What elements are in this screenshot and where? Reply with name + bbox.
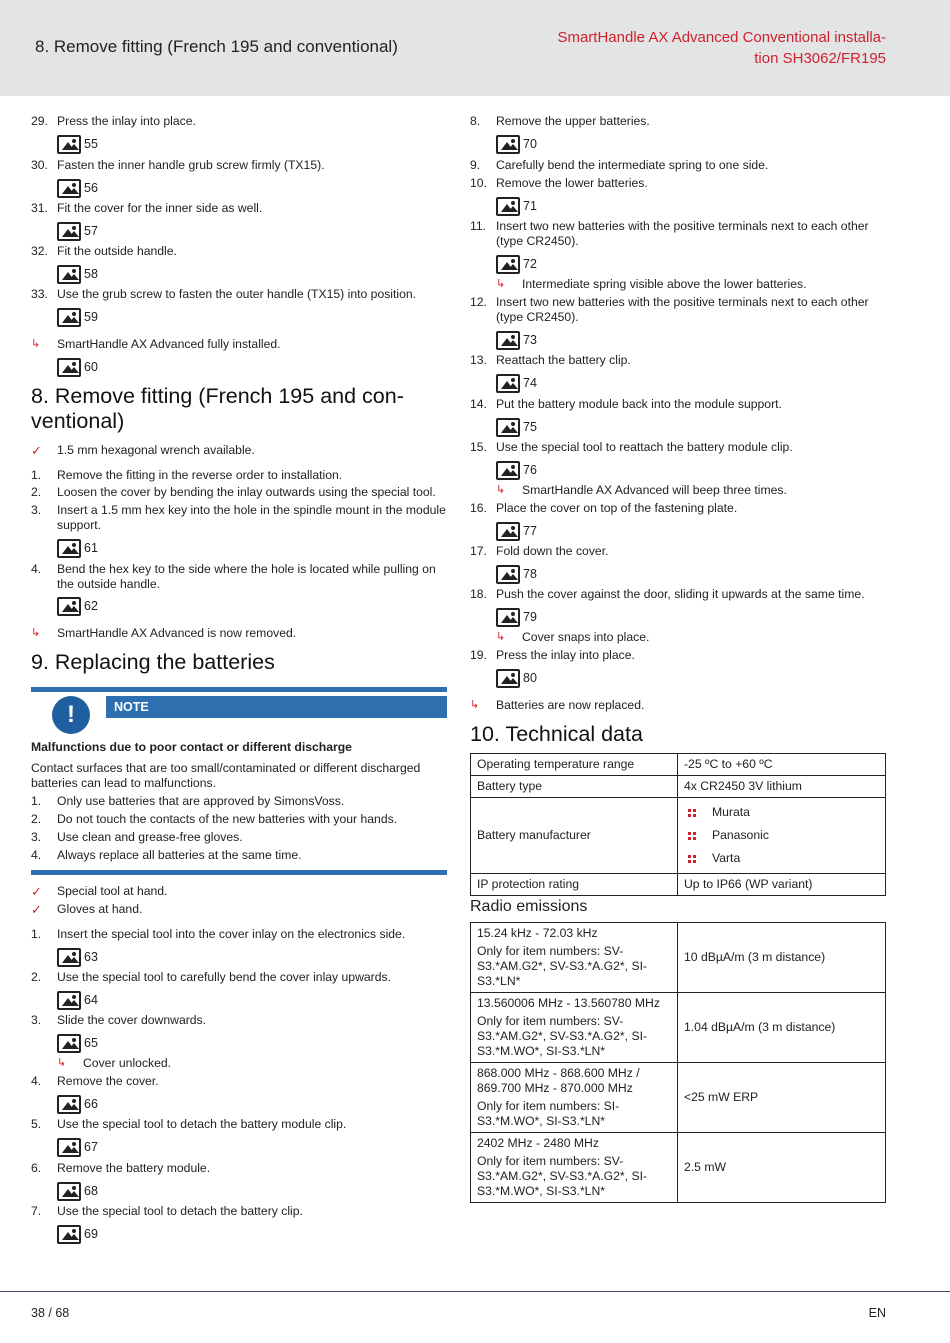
image-icon — [496, 461, 520, 480]
footer-divider — [0, 1291, 950, 1292]
figure-reference: 72 — [496, 254, 537, 274]
image-icon — [57, 222, 81, 241]
list-item — [31, 158, 447, 173]
list-item: 14. Put the battery module back into the module support. — [470, 397, 782, 411]
result-line: ↳ SmartHandle AX Advanced is now removed. — [31, 626, 297, 640]
list-item: 4. Always replace all batteries at the same time. — [31, 848, 302, 862]
figure-reference: 55 — [57, 134, 98, 154]
document-title-line2: tion SH3062/FR195 — [754, 50, 886, 67]
result-arrow-icon: ↳ — [31, 338, 41, 350]
figure-reference: 59 — [57, 307, 98, 327]
page-header — [0, 0, 950, 96]
section-heading-remove: 8. Remove fitting (French 195 and con- ventional) — [31, 384, 404, 433]
step-number: 31. — [31, 201, 48, 215]
figure-reference: 67 — [57, 1137, 98, 1157]
table-cell: 868.000 MHz - 868.600 MHz / 869.700 MHz - 870.000 MHz Only for item numbers: SI-S3.*M.WO*, SI-S3.*LN* — [471, 1063, 678, 1133]
image-icon — [57, 597, 81, 616]
list-item: Panasonic — [684, 824, 879, 847]
step-number: 33. — [31, 287, 48, 301]
step-number: 32. — [31, 244, 48, 258]
document-title-line1: SmartHandle AX Advanced Conventional installa- — [557, 29, 886, 46]
image-icon — [496, 522, 520, 541]
section-heading-technical: 10. Technical data — [470, 722, 643, 746]
table-cell: 2402 MHz - 2480 MHz Only for item numbers: SV-S3.*AM.G2*, SV-S3.*A.G2*, SI-S3.*M.WO*, SI-S3.*LN* — [471, 1133, 678, 1203]
image-icon — [496, 418, 520, 437]
prerequisite: ✓ Special tool at hand. — [31, 884, 168, 899]
note-title: Malfunctions due to poor contact or different discharge — [31, 740, 352, 754]
list-item: 13. Reattach the battery clip. — [470, 353, 631, 367]
figure-reference: 66 — [57, 1094, 98, 1114]
section-heading-batteries: 9. Replacing the batteries — [31, 650, 275, 674]
list-item: 3. Insert a 1.5 mm hex key into the hole in the spindle mount in the module support. — [31, 503, 446, 532]
list-item: 4. Remove the cover. — [31, 1074, 159, 1088]
list-item: 3. Use clean and grease-free gloves. — [31, 830, 243, 844]
note-text: Contact surfaces that are too small/contaminated or different discharged batteries can lead to malfunctions. — [31, 761, 421, 790]
document-title — [526, 27, 886, 69]
result-line: ↳ SmartHandle AX Advanced fully installed. — [31, 337, 281, 351]
result-line: ↳ Cover snaps into place. — [496, 630, 650, 644]
figure-reference: 58 — [57, 264, 98, 284]
list-item: 9. Carefully bend the intermediate spring to one side. — [470, 158, 769, 172]
list-item: 11. Insert two new batteries with the positive terminals next to each other (type CR2450). — [470, 219, 869, 248]
step-text: Use the grub screw to fasten the outer handle (TX15) into position. — [57, 287, 417, 301]
list-item: 4. Bend the hex key to the side where the hole is located while pulling on the outside handle. — [31, 562, 436, 591]
list-item — [31, 287, 447, 302]
table-cell: 4x CR2450 3V lithium — [678, 776, 886, 798]
list-item — [31, 201, 447, 216]
checkmark-icon: ✓ — [31, 902, 42, 917]
figure-reference: 62 — [57, 596, 98, 616]
radio-emissions-heading: Radio emissions — [470, 898, 588, 915]
list-item: 6. Remove the battery module. — [31, 1161, 211, 1175]
image-icon — [57, 179, 81, 198]
figure-reference: 74 — [496, 373, 537, 393]
result-line: ↳ Cover unlocked. — [57, 1056, 172, 1070]
image-icon — [57, 1034, 81, 1053]
result-line: ↳ SmartHandle AX Advanced will beep three times. — [496, 483, 787, 497]
table-cell: -25 ºC to +60 ºC — [678, 754, 886, 776]
red-square-bullet-icon — [688, 809, 696, 817]
note-label: NOTE — [106, 696, 447, 718]
image-icon — [496, 669, 520, 688]
checkmark-icon: ✓ — [31, 884, 42, 899]
figure-reference: 73 — [496, 330, 537, 350]
figure-reference: 65 — [57, 1033, 98, 1053]
table-row — [471, 798, 886, 874]
image-icon — [57, 1182, 81, 1201]
image-icon — [57, 1225, 81, 1244]
figure-reference: 78 — [496, 564, 537, 584]
section-title: 8. Remove fitting (French 195 and conventional) — [35, 37, 398, 56]
list-item: 15. Use the special tool to reattach the battery module clip. — [470, 440, 793, 454]
table-cell: 13.560006 MHz - 13.560780 MHz Only for item numbers: SV-S3.*AM.G2*, SV-S3.*A.G2*, SI-S3.*M.WO*, SI-S3.*LN* — [471, 993, 678, 1063]
image-icon — [496, 608, 520, 627]
result-arrow-icon: ↳ — [496, 631, 506, 643]
list-item: 1. Remove the fitting in the reverse order to installation. — [31, 468, 343, 482]
table-cell: <25 mW ERP — [678, 1063, 886, 1133]
prerequisite: ✓ Gloves at hand. — [31, 902, 143, 917]
prerequisite: ✓ 1.5 mm hexagonal wrench available. — [31, 443, 255, 458]
step-text: Fit the outside handle. — [57, 244, 177, 258]
result-arrow-icon: ↳ — [57, 1057, 67, 1069]
list-item: 8. Remove the upper batteries. — [470, 114, 650, 128]
table-row — [471, 754, 886, 776]
step-text: Fasten the inner handle grub screw firmly (TX15). — [57, 158, 325, 172]
table-cell — [678, 798, 886, 874]
list-item: 1. Only use batteries that are approved by SimonsVoss. — [31, 794, 345, 808]
list-item: 19. Press the inlay into place. — [470, 648, 635, 662]
table-row — [471, 874, 886, 896]
step-number: 29. — [31, 114, 48, 128]
figure-reference: 76 — [496, 460, 537, 480]
image-icon — [496, 565, 520, 584]
technical-data-table — [470, 753, 886, 896]
list-item: 1. Insert the special tool into the cover inlay on the electronics side. — [31, 927, 406, 941]
list-item — [31, 114, 447, 129]
table-cell: 15.24 kHz - 72.03 kHz Only for item numbers: SV-S3.*AM.G2*, SV-S3.*A.G2*, SI-S3.*LN* — [471, 923, 678, 993]
figure-reference: 79 — [496, 607, 537, 627]
step-number: 30. — [31, 158, 48, 172]
figure-reference: 77 — [496, 521, 537, 541]
language-code: EN — [868, 1306, 886, 1320]
image-icon — [57, 539, 81, 558]
figure-reference: 60 — [57, 357, 98, 377]
image-icon — [496, 374, 520, 393]
figure-reference: 75 — [496, 417, 537, 437]
table-cell: 1.04 dBµA/m (3 m distance) — [678, 993, 886, 1063]
list-item: 16. Place the cover on top of the fastening plate. — [470, 501, 738, 515]
list-item — [31, 244, 447, 259]
figure-reference: 80 — [496, 668, 537, 688]
figure-reference: 69 — [57, 1224, 98, 1244]
image-icon — [57, 265, 81, 284]
table-cell: Battery type — [471, 776, 678, 798]
table-cell: IP protection rating — [471, 874, 678, 896]
list-item: 2. Loosen the cover by bending the inlay outwards using the special tool. — [31, 485, 436, 499]
note-top-bar — [31, 687, 447, 692]
result-line: ↳ Batteries are now replaced. — [470, 698, 645, 712]
list-item: 2. Use the special tool to carefully bend the cover inlay upwards. — [31, 970, 391, 984]
list-item: 12. Insert two new batteries with the positive terminals next to each other (type CR2450). — [470, 295, 869, 324]
red-square-bullet-icon — [688, 855, 696, 863]
list-item: 7. Use the special tool to detach the battery clip. — [31, 1204, 303, 1218]
list-item: Varta — [684, 847, 879, 870]
table-row — [471, 1133, 886, 1203]
result-arrow-icon: ↳ — [470, 699, 480, 711]
result-line: ↳ Intermediate spring visible above the lower batteries. — [496, 277, 807, 291]
list-item: Murata — [684, 801, 879, 824]
image-icon — [57, 948, 81, 967]
red-square-bullet-icon — [688, 832, 696, 840]
list-item: 3. Slide the cover downwards. — [31, 1013, 207, 1027]
exclamation-icon: ! — [52, 696, 90, 734]
table-row — [471, 776, 886, 798]
table-row — [471, 993, 886, 1063]
list-item: 18. Push the cover against the door, sliding it upwards at the same time. — [470, 587, 865, 601]
result-arrow-icon: ↳ — [31, 627, 41, 639]
table-row — [471, 1063, 886, 1133]
figure-reference: 56 — [57, 178, 98, 198]
checkmark-icon: ✓ — [31, 443, 42, 458]
result-arrow-icon: ↳ — [496, 484, 506, 496]
table-cell: Up to IP66 (WP variant) — [678, 874, 886, 896]
page-number: 38 / 68 — [31, 1306, 70, 1320]
figure-reference: 63 — [57, 947, 98, 967]
image-icon — [57, 1095, 81, 1114]
list-item: 2. Do not touch the contacts of the new batteries with your hands. — [31, 812, 398, 826]
image-icon — [57, 358, 81, 377]
figure-reference: 70 — [496, 134, 537, 154]
list-item: 17. Fold down the cover. — [470, 544, 609, 558]
image-icon — [57, 1138, 81, 1157]
table-row — [471, 923, 886, 993]
figure-reference: 57 — [57, 221, 98, 241]
image-icon — [57, 991, 81, 1010]
table-cell: 10 dBµA/m (3 m distance) — [678, 923, 886, 993]
list-item: 5. Use the special tool to detach the battery module clip. — [31, 1117, 347, 1131]
image-icon — [57, 308, 81, 327]
figure-reference: 71 — [496, 196, 537, 216]
image-icon — [496, 197, 520, 216]
image-icon — [57, 135, 81, 154]
list-item: 10. Remove the lower batteries. — [470, 176, 648, 190]
figure-reference: 68 — [57, 1181, 98, 1201]
image-icon — [496, 331, 520, 350]
table-cell: Battery manufacturer — [471, 798, 678, 874]
image-icon — [496, 135, 520, 154]
table-cell: 2.5 mW — [678, 1133, 886, 1203]
table-cell: Operating temperature range — [471, 754, 678, 776]
step-text: Press the inlay into place. — [57, 114, 196, 128]
step-text: Fit the cover for the inner side as well. — [57, 201, 263, 215]
figure-reference: 64 — [57, 990, 98, 1010]
radio-emissions-table — [470, 922, 886, 1203]
figure-reference: 61 — [57, 538, 98, 558]
image-icon — [496, 255, 520, 274]
note-bottom-bar — [31, 870, 447, 875]
result-arrow-icon: ↳ — [496, 278, 506, 290]
